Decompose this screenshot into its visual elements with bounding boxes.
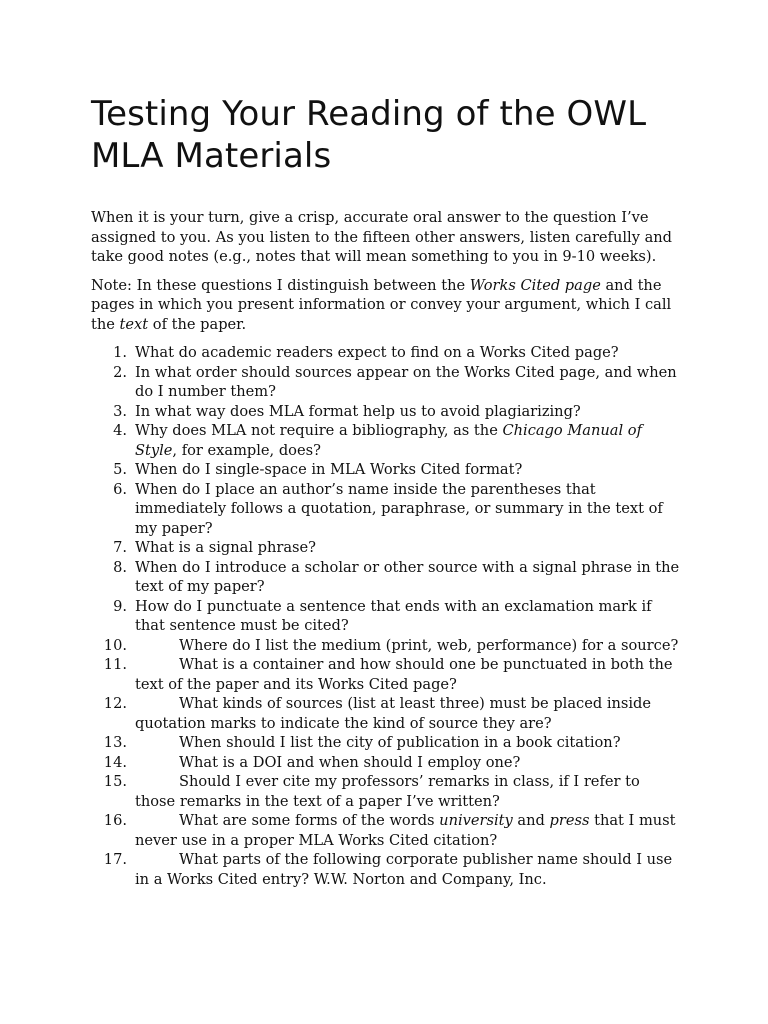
question-item xyxy=(91,421,681,460)
question-item xyxy=(91,480,681,539)
document-page xyxy=(91,93,681,889)
question-item xyxy=(91,655,681,694)
question-text: How do I punctuate a sentence that ends with an exclamation mark if that sentence must be cited? xyxy=(135,597,652,634)
question-number: 8. xyxy=(113,558,127,576)
question-text: When do I introduce a scholar or other source with a signal phrase in the text of my paper? xyxy=(135,558,680,595)
question-number: 5. xyxy=(113,461,127,478)
question-number: 15. xyxy=(103,773,127,790)
question-text: In what order should sources appear on the Works Cited page, and when do I number them? xyxy=(135,363,677,400)
question-number: 9. xyxy=(113,597,127,615)
note-paragraph xyxy=(91,276,681,335)
question-item xyxy=(91,636,681,656)
question-text: Where do I list the medium (print, web, performance) for a source? xyxy=(179,636,679,654)
question-text: and xyxy=(512,812,550,829)
question-text: What is a container and how should one be punctuated in both the text of the paper and its Works Cited page? xyxy=(135,656,673,693)
question-text: What are some forms of the words xyxy=(179,812,440,829)
question-number: 17. xyxy=(103,851,127,868)
question-item xyxy=(91,733,681,753)
question-text: What parts of the following corporate publisher name should I use in a Works Cited entry? W.W. Norton and Company, Inc. xyxy=(135,851,673,888)
question-text: When do I place an author’s name inside the parentheses that immediately follows a quotation, paraphrase, or summary in the text of my paper? xyxy=(135,480,663,537)
question-number: 12. xyxy=(103,695,127,712)
question-text: What do academic readers expect to find on a Works Cited page? xyxy=(135,344,619,361)
question-item xyxy=(91,558,681,597)
question-item xyxy=(91,753,681,773)
question-text: What is a DOI and when should I employ one? xyxy=(179,753,521,771)
question-item xyxy=(91,343,681,363)
question-number: 10. xyxy=(103,636,127,654)
question-text: What is a signal phrase? xyxy=(135,539,317,556)
question-item xyxy=(91,597,681,636)
question-number: 11. xyxy=(103,656,127,673)
question-number: 3. xyxy=(113,402,127,420)
note-text: of the paper. xyxy=(148,315,247,333)
question-text: What kinds of sources (list at least three) must be placed inside quotation marks to indicate the kind of source they are? xyxy=(135,695,652,732)
question-item xyxy=(91,402,681,422)
question-item xyxy=(91,694,681,733)
question-text: Why does MLA not require a bibliography, as the xyxy=(135,422,503,439)
question-item xyxy=(91,363,681,402)
question-list xyxy=(91,343,681,889)
question-number: 14. xyxy=(103,753,127,771)
question-number: 2. xyxy=(113,363,127,381)
question-emphasis: press xyxy=(549,812,590,829)
question-text: When do I single-space in MLA Works Cited format? xyxy=(135,461,523,478)
question-item xyxy=(91,772,681,811)
question-item xyxy=(91,811,681,850)
question-item xyxy=(91,460,681,480)
document-title: Testing Your Reading of the OWL MLA Materials xyxy=(91,94,647,176)
question-text: When should I list the city of publication in a book citation? xyxy=(179,734,621,751)
question-text: that I must never use in a proper MLA Works Cited citation? xyxy=(135,812,676,849)
note-text: and the pages in which you present information or convey your argument, which I call the xyxy=(91,276,672,333)
note-emphasis-text: text xyxy=(119,315,149,333)
question-emphasis: university xyxy=(439,812,513,829)
question-text: Should I ever cite my professors’ remarks in class, if I refer to those remarks in the text of a paper I’ve written? xyxy=(135,773,640,810)
question-number: 1. xyxy=(113,344,127,361)
note-text: Note: In these questions I distinguish between the xyxy=(91,276,470,294)
question-emphasis: Chicago Manual of Style xyxy=(135,422,642,459)
question-number: 6. xyxy=(113,480,127,498)
question-number: 16. xyxy=(103,812,127,829)
question-number: 13. xyxy=(103,734,127,751)
question-item xyxy=(91,538,681,558)
note-emphasis-works-cited: Works Cited page xyxy=(469,276,601,294)
question-item xyxy=(91,850,681,889)
question-number: 4. xyxy=(113,422,127,439)
question-text: , for example, does? xyxy=(172,441,321,459)
question-number: 7. xyxy=(113,539,127,556)
question-text: In what way does MLA format help us to avoid plagiarizing? xyxy=(135,402,581,420)
intro-paragraph: When it is your turn, give a crisp, accurate oral answer to the question I’ve assigned to you. As you listen to the fifteen other answers, listen carefully and take good notes (e.g., notes that will mean something to you in 9-10 weeks). xyxy=(91,209,673,265)
